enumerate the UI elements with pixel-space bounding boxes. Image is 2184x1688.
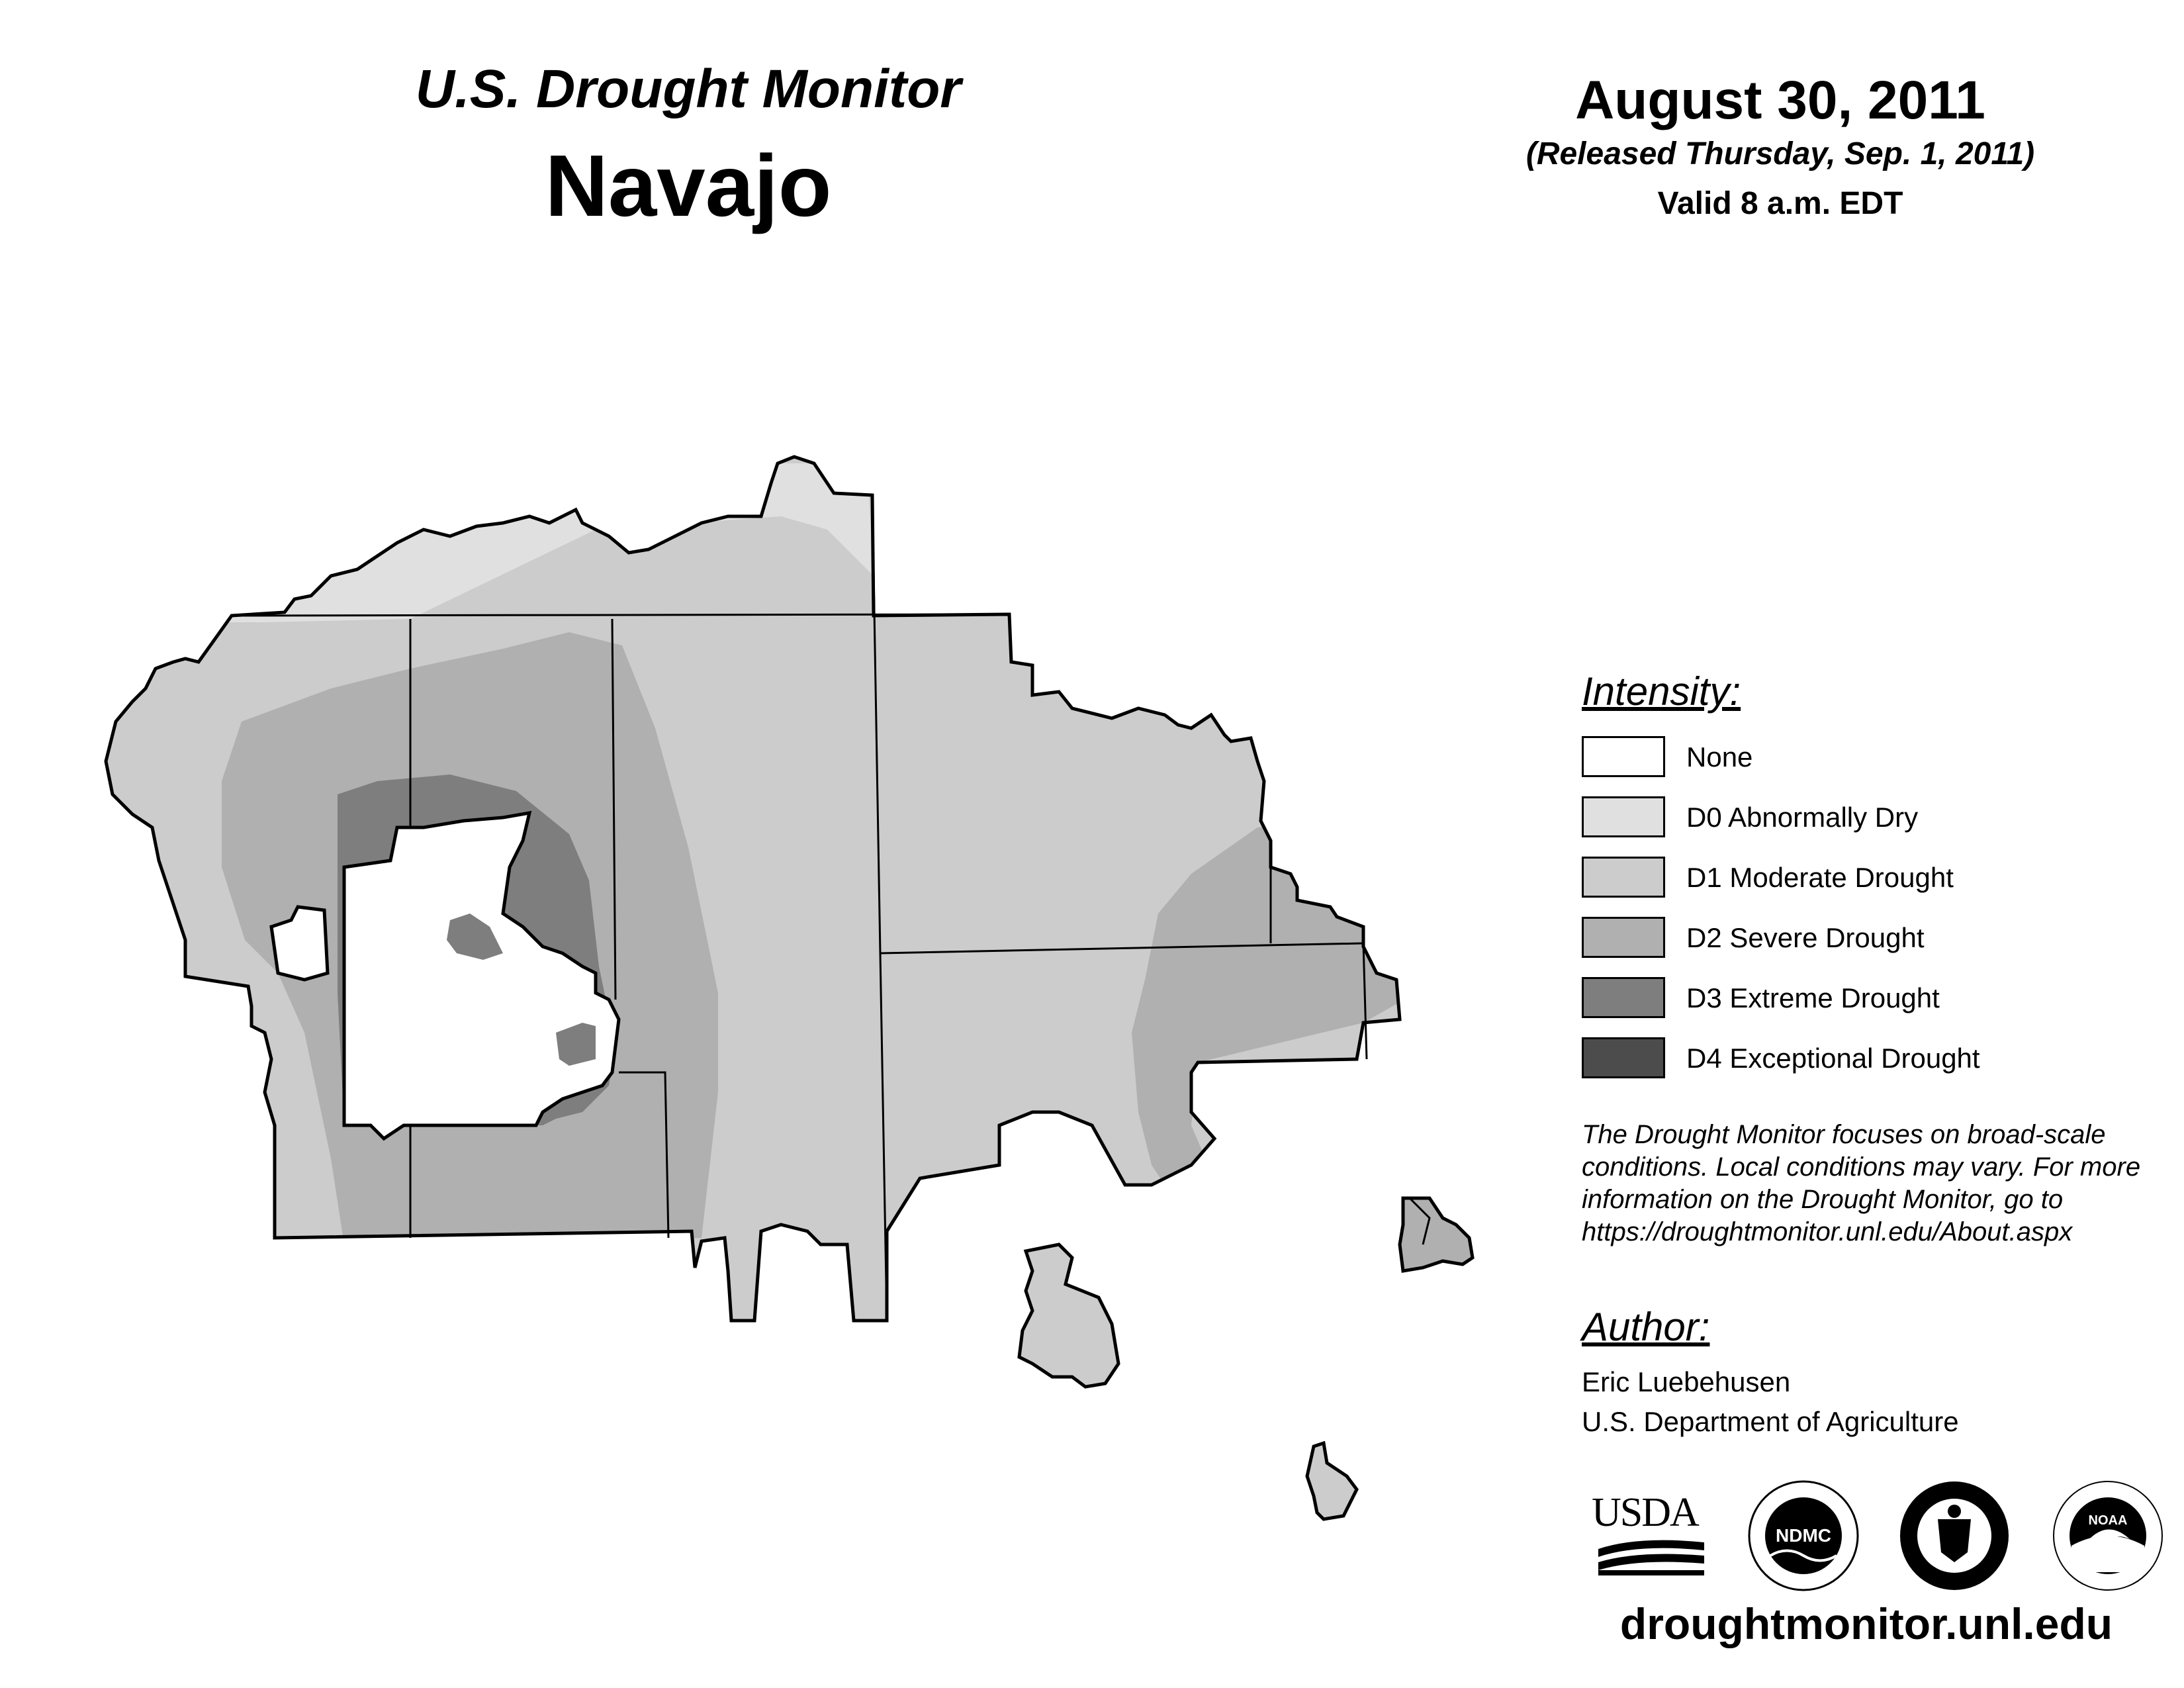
legend-swatch-d2 [1582,917,1665,958]
legend-label: D4 Exceptional Drought [1686,1043,1980,1074]
legend-label: D3 Extreme Drought [1686,982,1940,1013]
legend-swatch-d0 [1582,796,1665,837]
legend-label: D1 Moderate Drought [1686,862,1954,893]
legend-item-d0 [1582,796,2111,840]
product-title: U.S. Drought Monitor [415,59,962,119]
ndmc-logo [1747,1479,1860,1592]
legend-swatch-d4 [1582,1037,1665,1078]
legend-item-d1 [1582,857,2111,900]
site-url: droughtmonitor.unl.edu [1619,1599,2113,1648]
noaa-logo-text: NOAA [2088,1513,2128,1528]
usda-logo-text: USDA [1592,1490,1698,1535]
legend-item-d3 [1582,977,2111,1021]
author-name: Eric Luebehusen [1582,1366,1791,1397]
legend-heading: Intensity: [1582,669,1741,714]
legend-swatch-d1 [1582,857,1665,898]
outlying-parcels [1019,1198,1473,1519]
legend-label: D2 Severe Drought [1686,922,1925,953]
legend-swatch-d3 [1582,977,1665,1018]
legend-swatch-none [1582,736,1665,777]
legend-item-d2 [1582,917,2111,961]
disclaimer-note: The Drought Monitor focuses on broad-scale conditions. Local conditions may vary. For more information on the Drought Monitor, go to https://droughtmonitor.unl.edu/About.aspx [1582,1120,2141,1246]
usda-logo-stripes [1598,1536,1704,1575]
ndmc-logo-text: NDMC [1776,1525,1831,1546]
eagle-icon [1948,1505,1961,1518]
legend-item-none [1582,736,2111,780]
region-title: Navajo [545,137,832,234]
valid-time: Valid 8 a.m. EDT [1657,186,1903,221]
canoncito-parcel [1400,1198,1473,1271]
doc-seal-logo [1898,1479,2011,1592]
noaa-logo [2052,1479,2164,1592]
alamo-parcel [1307,1443,1357,1519]
legend-label: None [1686,741,1753,773]
map-date: August 30, 2011 [1575,70,1985,130]
legend-item-d4 [1582,1037,2111,1081]
author-heading: Author: [1582,1305,1710,1349]
author-organization: U.S. Department of Agriculture [1582,1406,1959,1437]
legend-label: D0 Abnormally Dry [1686,802,1919,833]
ramah-parcel [1019,1244,1118,1387]
release-date: (Released Thursday, Sep. 1, 2011) [1525,136,2035,171]
usda-logo [1592,1489,1698,1536]
